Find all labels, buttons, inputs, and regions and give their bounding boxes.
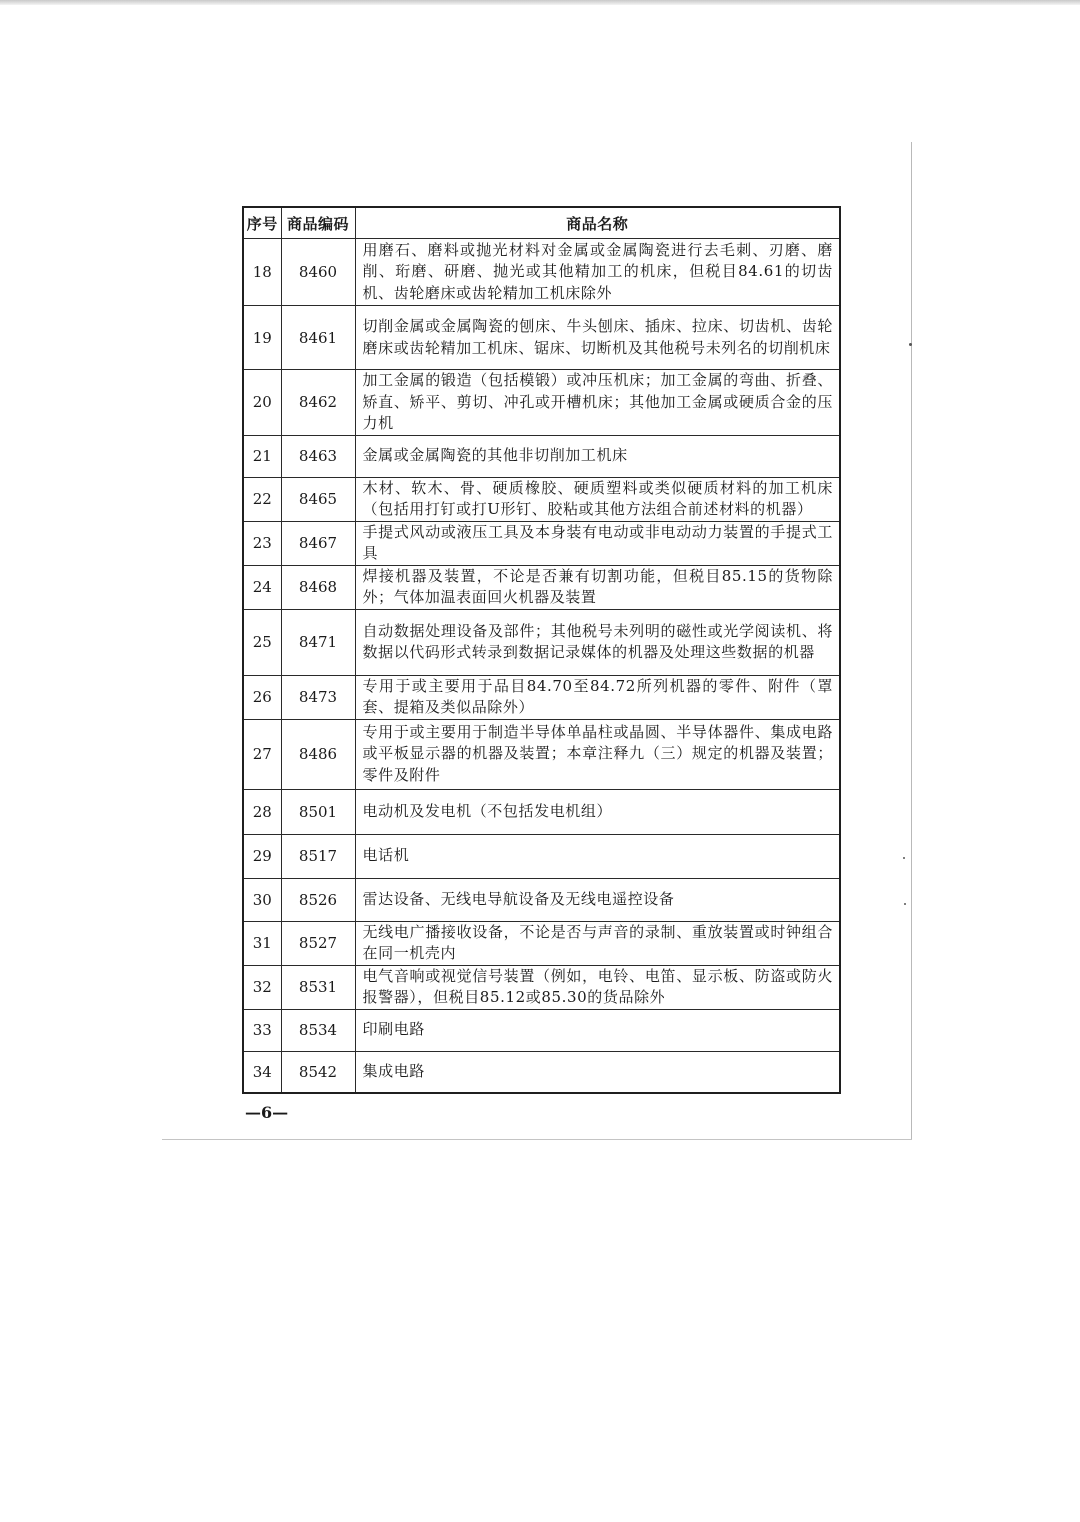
row-name: 焊接机器及装置，不论是否兼有切割功能，但税目85.15的货物除外；气体加温表面回火机器及装置 xyxy=(355,565,840,609)
row-code: 8534 xyxy=(281,1009,355,1051)
scan-frame-bottom-border xyxy=(162,1139,912,1140)
header-name: 商品名称 xyxy=(355,207,840,239)
scan-speck xyxy=(903,857,905,859)
row-name: 加工金属的锻造（包括模锻）或冲压机床；加工金属的弯曲、折叠、矫直、矫平、剪切、冲孔或开槽机床；其他加工金属或硬质合金的压力机 xyxy=(355,370,840,436)
table-row xyxy=(243,1051,840,1093)
row-name: 专用于或主要用于品目84.70至84.72所列机器的零件、附件（罩套、提箱及类似品除外） xyxy=(355,675,840,719)
commodity-table xyxy=(242,206,841,1094)
row-seq: 20 xyxy=(243,370,281,436)
row-seq: 21 xyxy=(243,435,281,477)
table-row xyxy=(243,370,840,436)
table-row xyxy=(243,435,840,477)
row-name: 自动数据处理设备及部件；其他税号未列明的磁性或光学阅读机、将数据以代码形式转录到数据记录媒体的机器及处理这些数据的机器 xyxy=(355,609,840,675)
row-seq: 23 xyxy=(243,521,281,565)
scan-speck xyxy=(909,343,912,346)
row-code: 8531 xyxy=(281,965,355,1009)
row-seq: 29 xyxy=(243,834,281,878)
row-seq: 18 xyxy=(243,239,281,306)
row-seq: 24 xyxy=(243,565,281,609)
row-code: 8486 xyxy=(281,719,355,789)
page-number: —6— xyxy=(245,1103,289,1122)
row-seq: 30 xyxy=(243,878,281,921)
table-row xyxy=(243,1009,840,1051)
row-name: 雷达设备、无线电导航设备及无线电遥控设备 xyxy=(355,878,840,921)
row-name: 专用于或主要用于制造半导体单晶柱或晶圆、半导体器件、集成电路或平板显示器的机器及装置；本章注释九（三）规定的机器及装置；零件及附件 xyxy=(355,719,840,789)
row-code: 8542 xyxy=(281,1051,355,1093)
header-code: 商品编码 xyxy=(281,207,355,239)
row-name: 用磨石、磨料或抛光材料对金属或金属陶瓷进行去毛刺、刃磨、磨削、珩磨、研磨、抛光或其他精加工的机床，但税目84.61的切齿机、齿轮磨床或齿轮精加工机床除外 xyxy=(355,239,840,306)
row-seq: 32 xyxy=(243,965,281,1009)
row-code: 8462 xyxy=(281,370,355,436)
table-row xyxy=(243,921,840,965)
row-name: 电话机 xyxy=(355,834,840,878)
table-row xyxy=(243,878,840,921)
row-code: 8460 xyxy=(281,239,355,306)
row-seq: 34 xyxy=(243,1051,281,1093)
table-row xyxy=(243,834,840,878)
row-code: 8473 xyxy=(281,675,355,719)
table-row xyxy=(243,609,840,675)
row-name: 金属或金属陶瓷的其他非切削加工机床 xyxy=(355,435,840,477)
row-name: 印刷电路 xyxy=(355,1009,840,1051)
row-seq: 19 xyxy=(243,306,281,370)
table-row xyxy=(243,521,840,565)
table-row xyxy=(243,675,840,719)
table-row xyxy=(243,789,840,834)
row-name: 切削金属或金属陶瓷的刨床、牛头刨床、插床、拉床、切齿机、齿轮磨床或齿轮精加工机床、锯床、切断机及其他税号未列名的切削机床 xyxy=(355,306,840,370)
row-name: 电动机及发电机（不包括发电机组） xyxy=(355,789,840,834)
table-row xyxy=(243,477,840,521)
row-name: 电气音响或视觉信号装置（例如，电铃、电笛、显示板、防盗或防火报警器），但税目85.12或85.30的货品除外 xyxy=(355,965,840,1009)
table-row xyxy=(243,565,840,609)
header-seq: 序号 xyxy=(243,207,281,239)
row-name: 木材、软木、骨、硬质橡胶、硬质塑料或类似硬质材料的加工机床（包括用打钉或打U形钉、胶粘或其他方法组合前述材料的机器） xyxy=(355,477,840,521)
table-row xyxy=(243,719,840,789)
row-name: 集成电路 xyxy=(355,1051,840,1093)
table-row xyxy=(243,306,840,370)
row-code: 8471 xyxy=(281,609,355,675)
row-code: 8463 xyxy=(281,435,355,477)
row-name: 无线电广播接收设备，不论是否与声音的录制、重放装置或时钟组合在同一机壳内 xyxy=(355,921,840,965)
scan-speck xyxy=(904,903,906,905)
row-seq: 28 xyxy=(243,789,281,834)
row-code: 8467 xyxy=(281,521,355,565)
row-code: 8517 xyxy=(281,834,355,878)
table-header-row xyxy=(243,207,840,239)
row-seq: 33 xyxy=(243,1009,281,1051)
row-code: 8468 xyxy=(281,565,355,609)
row-code: 8465 xyxy=(281,477,355,521)
row-code: 8527 xyxy=(281,921,355,965)
table-row xyxy=(243,239,840,306)
row-seq: 25 xyxy=(243,609,281,675)
row-seq: 22 xyxy=(243,477,281,521)
row-seq: 27 xyxy=(243,719,281,789)
row-code: 8526 xyxy=(281,878,355,921)
row-seq: 31 xyxy=(243,921,281,965)
row-seq: 26 xyxy=(243,675,281,719)
row-code: 8461 xyxy=(281,306,355,370)
row-name: 手提式风动或液压工具及本身装有电动或非电动动力装置的手提式工具 xyxy=(355,521,840,565)
scan-frame-right-border xyxy=(911,142,912,1140)
scan-top-edge xyxy=(0,0,1080,5)
table-row xyxy=(243,965,840,1009)
row-code: 8501 xyxy=(281,789,355,834)
